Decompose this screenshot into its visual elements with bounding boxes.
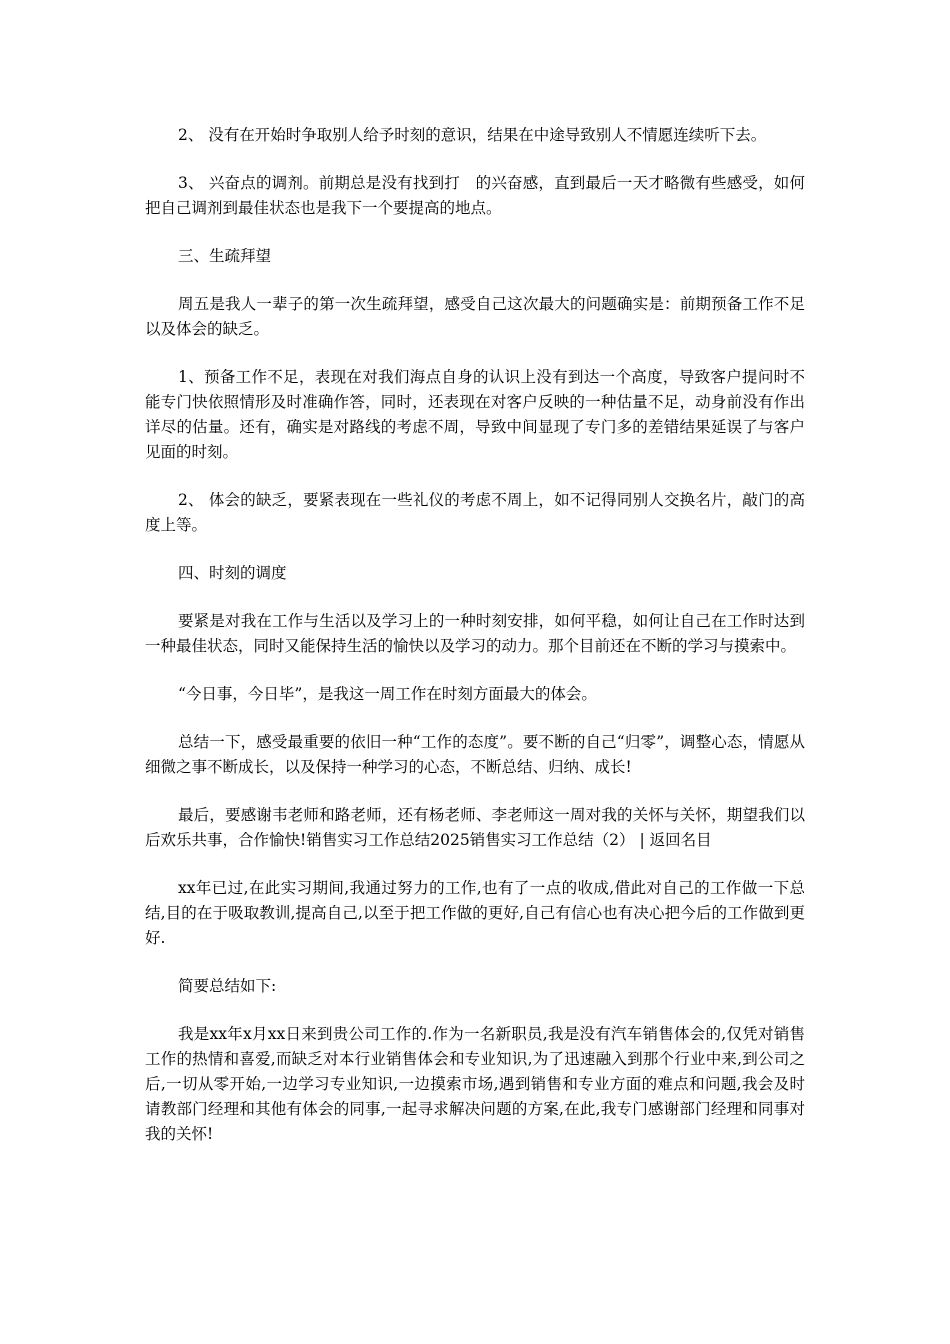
paragraph: 2、 体会的缺乏，要紧表现在一些礼仪的考虑不周上，如不记得同别人交换名片，敲门的高度上等。 [145, 491, 805, 534]
paragraph: 要紧是对我在工作与生活以及学习上的一种时刻安排，如何平稳，如何让自己在工作时达到一种最佳状态，同时又能保持生活的愉快以及学习的动力。那个目前还在不断的学习与摸索中。 [145, 612, 805, 655]
section-heading: 简要总结如下: [178, 977, 277, 995]
document-body [145, 123, 805, 1170]
paragraph: 1、预备工作不足，表现在对我们海点自身的认识上没有到达一个高度，导致客户提问时不能专门快依照情形及时准确作答，同时，还表现在对客户反映的一种估量不足，动身前没有作出详尽的估量。还有，确实是对路线的考虑不周，导致中间显现了专门多的差错结果延误了与客户见面的时刻。 [145, 368, 805, 461]
paragraph: 最后，要感谢韦老师和路老师，还有杨老师、李老师这一周对我的关怀与关怀，期望我们以后欢乐共事，合作愉快!销售实习工作总结2025销售实习工作总结（2） | 返回名目 [145, 806, 805, 849]
section-heading: 三、生疏拜望 [178, 247, 272, 265]
paragraph: xx年已过,在此实习期间,我通过努力的工作,也有了一点的收成,借此对自己的工作做一下总结,目的在于吸取教训,提高自己,以至于把工作做的更好,自己有信心也有决心把今后的工作做到更好. [145, 879, 805, 947]
paragraph: 总结一下，感受最重要的依旧一种“工作的态度”。要不断的自己“归零”，调整心态，情愿从细微之事不断成长，以及保持一种学习的心态，不断总结、归纳、成长! [145, 733, 805, 776]
section-heading: 四、时刻的调度 [178, 564, 287, 582]
paragraph: 3、 兴奋点的调剂。前期总是没有找到打 的兴奋感，直到最后一天才略微有些感受，如何把自己调剂到最佳状态也是我下一个要提高的地点。 [145, 174, 805, 217]
paragraph: 2、 没有在开始时争取别人给予时刻的意识，结果在中途导致别人不情愿连续听下去。 [178, 126, 767, 144]
paragraph: “今日事，今日毕”，是我这一周工作在时刻方面最大的体会。 [178, 685, 597, 703]
paragraph: 我是xx年x月xx日来到贵公司工作的.作为一名新职员,我是没有汽车销售体会的,仅凭对销售工作的热情和喜爱,而缺乏对本行业销售体会和专业知识,为了迅速融入到那个行业中来,到公司之后,一切从零开始,一边学习专业知识,一边摸索市场,遇到销售和专业方面的难点和问题,我会及时请教部门经理和其他有体会的同事,一起寻求解决问题的方案,在此,我专门感谢部门经理和同事对我的关怀! [145, 1025, 805, 1143]
paragraph: 周五是我人一辈子的第一次生疏拜望，感受自己这次最大的问题确实是：前期预备工作不足以及体会的缺乏。 [145, 295, 805, 338]
